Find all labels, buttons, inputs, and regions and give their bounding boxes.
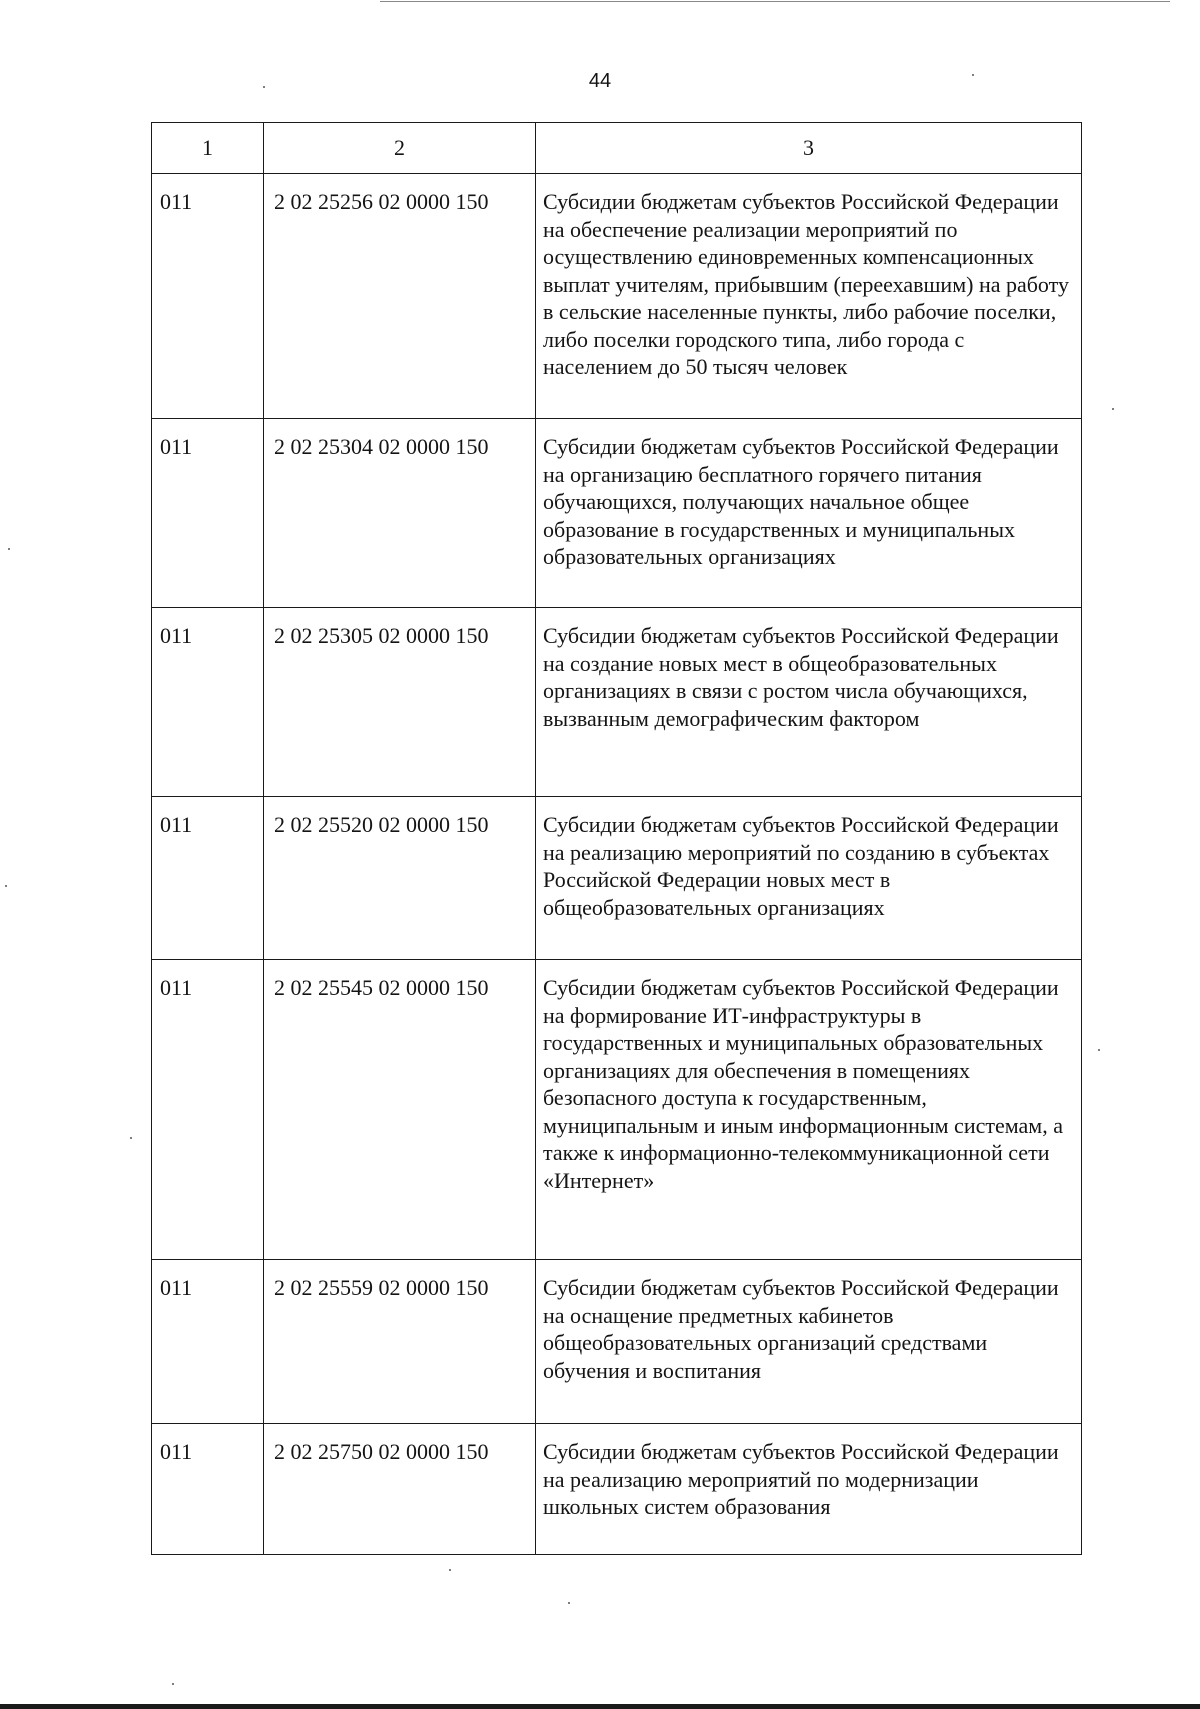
org-code-cell: 011: [152, 174, 264, 419]
budget-code-cell: 2 02 25545 02 0000 150: [264, 960, 536, 1260]
budget-code-cell: 2 02 25559 02 0000 150: [264, 1260, 536, 1424]
header-col-3: 3: [536, 123, 1082, 174]
header-col-2: 2: [264, 123, 536, 174]
table-row: [152, 608, 1082, 797]
description-cell: Субсидии бюджетам субъектов Российской Федерации на реализацию мероприятий по созданию в субъектах Российской Федерации новых мест в общеобразовательных организациях: [536, 797, 1082, 960]
org-code-cell: 011: [152, 419, 264, 608]
org-code-cell: 011: [152, 797, 264, 960]
description-cell: Субсидии бюджетам субъектов Российской Федерации на организацию бесплатного горячего питания обучающихся, получающих начальное общее образование в государственных и муниципальных образовательных организациях: [536, 419, 1082, 608]
page-number: 44: [588, 70, 612, 92]
scan-speck: [172, 1683, 174, 1685]
description-cell: Субсидии бюджетам субъектов Российской Федерации на формирование ИТ-инфраструктуры в государственных и муниципальных образовательных организациях для обеспечения в помещениях безопасного доступа к государственным, муниципальным и иным информационным системам, а также к информационно-телекоммуникационной сети «Интернет»: [536, 960, 1082, 1260]
scan-speck: [130, 1137, 132, 1139]
description-cell: Субсидии бюджетам субъектов Российской Федерации на обеспечение реализации мероприятий по осуществлению единовременных компенсационных выплат учителям, прибывшим (переехавшим) на работу в сельские населенные пункты, либо рабочие поселки, либо поселки городского типа, либо города с населением до 50 тысяч человек: [536, 174, 1082, 419]
org-code-cell: 011: [152, 1424, 264, 1555]
org-code-cell: 011: [152, 1260, 264, 1424]
description-cell: Субсидии бюджетам субъектов Российской Федерации на создание новых мест в общеобразовательных организациях в связи с ростом числа обучающихся, вызванным демографическим фактором: [536, 608, 1082, 797]
scan-artifact-bottom-bar: [0, 1704, 1200, 1709]
budget-code-table: [151, 122, 1082, 1555]
budget-code-cell: 2 02 25750 02 0000 150: [264, 1424, 536, 1555]
scan-speck: [5, 885, 7, 887]
scan-artifact-top-line: [380, 1, 1170, 2]
description-cell: Субсидии бюджетам субъектов Российской Федерации на оснащение предметных кабинетов общеобразовательных организаций средствами обучения и воспитания: [536, 1260, 1082, 1424]
description-cell: Субсидии бюджетам субъектов Российской Федерации на реализацию мероприятий по модернизации школьных систем образования: [536, 1424, 1082, 1555]
org-code-cell: 011: [152, 608, 264, 797]
table-row: [152, 1260, 1082, 1424]
budget-code-cell: 2 02 25256 02 0000 150: [264, 174, 536, 419]
budget-code-cell: 2 02 25305 02 0000 150: [264, 608, 536, 797]
table-row: [152, 797, 1082, 960]
scan-speck: [449, 1569, 451, 1571]
table-header-row: [152, 123, 1082, 174]
scan-speck: [1112, 408, 1114, 410]
org-code-cell: 011: [152, 960, 264, 1260]
table-row: [152, 1424, 1082, 1555]
table-row: [152, 960, 1082, 1260]
table-row: [152, 174, 1082, 419]
budget-code-cell: 2 02 25520 02 0000 150: [264, 797, 536, 960]
scan-speck: [8, 548, 10, 550]
scan-speck: [568, 1602, 570, 1604]
header-col-1: 1: [152, 123, 264, 174]
scan-speck: [1098, 1049, 1100, 1051]
budget-code-cell: 2 02 25304 02 0000 150: [264, 419, 536, 608]
table-row: [152, 419, 1082, 608]
